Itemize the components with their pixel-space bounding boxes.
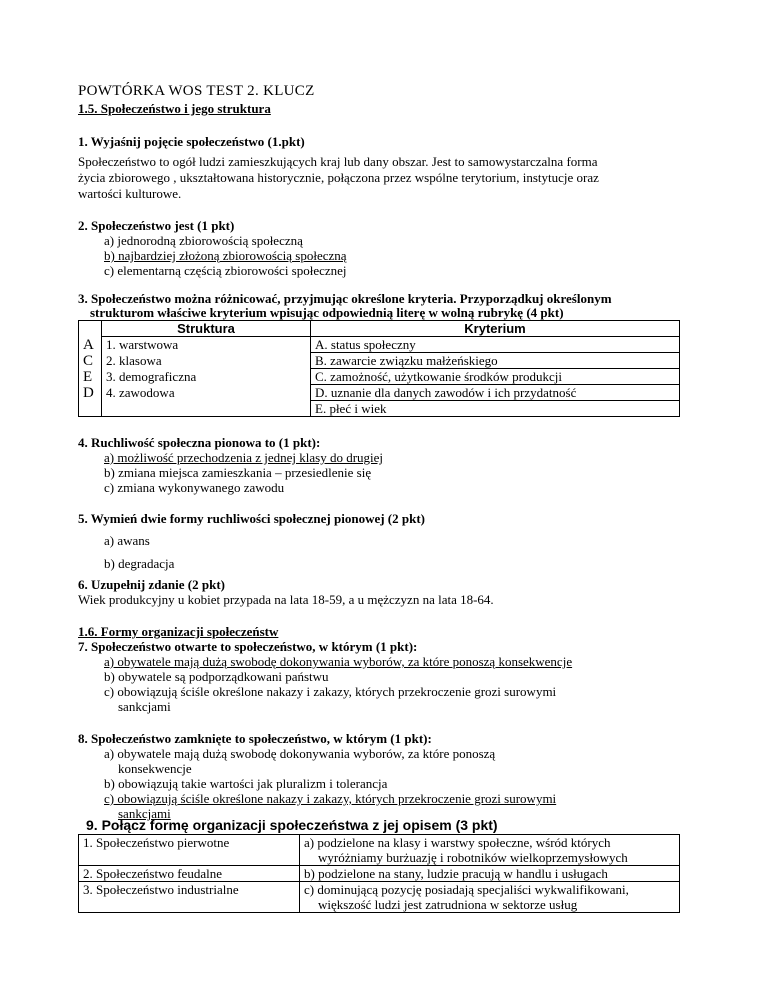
forms-table <box>78 834 680 913</box>
form-cell: 1. Społeczeństwo pierwotne <box>79 835 300 866</box>
description-c-line-1: c) dominującą pozycję posiadają specjaliści wykwalifikowani, <box>304 882 629 897</box>
description-a-line-2: wyróżniamy burżuazję i robotników wielkoprzemysłowych <box>318 850 628 865</box>
criterion-item: E. płeć i wiek <box>315 401 387 416</box>
criterion-item: C. zamożność, użytkowanie środków produkcji <box>311 369 679 385</box>
section-heading-1-6: 1.6. Formy organizacji społeczeństw <box>78 624 279 639</box>
structure-item: 2. klasowa <box>106 353 162 368</box>
question-8: 8. Społeczeństwo zamknięte to społeczeństwo, w którym (1 pkt): <box>78 731 432 746</box>
col-kryterium: Kryterium <box>311 321 680 337</box>
description-b-cell: b) podzielone na stany, ludzie pracują w handlu i usługach <box>300 866 680 882</box>
criterion-item: B. zawarcie związku małżeńskiego <box>311 353 679 369</box>
criterion-item: A. status społeczny <box>311 337 679 353</box>
structure-criteria-table <box>78 320 680 417</box>
q8-option-b: b) obowiązują takie wartości jak pluralizm i tolerancja <box>104 776 388 791</box>
q2-option-b-correct: b) najbardziej złożoną zbiorowością społeczną <box>104 248 347 263</box>
q5-answer-b: b) degradacja <box>104 556 175 571</box>
question-3-line-1: 3. Społeczeństwo można różnicować, przyjmując określone kryteria. Przyporządkuj określonym <box>78 291 612 306</box>
letter-answer: A <box>83 336 94 353</box>
col-struktura: Struktura <box>102 321 311 337</box>
structure-column <box>102 337 311 417</box>
structure-item: 3. demograficzna <box>106 369 197 384</box>
criterion-item: D. uznanie dla danych zawodów i ich przydatność <box>311 385 679 401</box>
q7-option-c-line-2: sankcjami <box>118 699 171 714</box>
q4-option-a-correct: a) możliwość przechodzenia z jednej klasy do drugiej <box>104 450 384 465</box>
letter-column <box>79 337 102 417</box>
question-2: 2. Społeczeństwo jest (1 pkt) <box>78 218 235 233</box>
answer-1-line-2: życia zbiorowego , ukształtowana historycznie, połączona przez wspólne terytorium, instytucje oraz <box>78 170 599 185</box>
letter-answer: D <box>83 384 94 401</box>
q8-option-a-line-2: konsekwencje <box>118 761 192 776</box>
q8-option-c-line-1-correct: c) obowiązują ściśle określone nakazy i zakazy, których przekroczenie grozi surowymi <box>104 791 557 806</box>
page-title: POWTÓRKA WOS TEST 2. KLUCZ <box>78 83 315 99</box>
q5-answer-a: a) awans <box>104 533 150 548</box>
description-c-line-2: większość ludzi jest zatrudniona w sektorze usług <box>318 897 578 912</box>
q7-option-a-correct: a) obywatele mają dużą swobodę dokonywania wyborów, za które ponoszą konsekwencje <box>104 654 573 669</box>
question-7: 7. Społeczeństwo otwarte to społeczeństwo, w którym (1 pkt): <box>78 639 418 654</box>
answer-1-line-1: Społeczeństwo to ogół ludzi zamieszkujących kraj lub dany obszar. Jest to samowystarczalna forma <box>78 154 598 169</box>
description-c-cell <box>300 882 680 913</box>
structure-item: 1. warstwowa <box>106 337 179 352</box>
q4-option-b: b) zmiana miejsca zamieszkania – przesiedlenie się <box>104 465 372 480</box>
q7-option-b: b) obywatele są podporządkowani państwu <box>104 669 329 684</box>
question-4: 4. Ruchliwość społeczna pionowa to (1 pkt): <box>78 435 321 450</box>
description-a-cell <box>300 835 680 866</box>
description-a-line-1: a) podzielone na klasy i warstwy społeczne, wśród których <box>304 835 611 850</box>
letter-answer: C <box>83 352 94 369</box>
structure-item: 4. zawodowa <box>106 385 175 400</box>
criteria-column <box>311 337 680 417</box>
question-3-line-2: strukturom właściwe kryterium wpisując odpowiednią literę w wolną rubrykę (4 pkt) <box>90 305 564 320</box>
q8-option-a-line-1: a) obywatele mają dużą swobodę dokonywania wyborów, za które ponoszą <box>104 746 496 761</box>
question-6: 6. Uzupełnij zdanie (2 pkt) <box>78 577 225 592</box>
letter-header-cell <box>79 321 102 337</box>
question-1: 1. Wyjaśnij pojęcie społeczeństwo (1.pkt) <box>78 134 305 149</box>
section-heading-1-5: 1.5. Społeczeństwo i jego struktura <box>78 101 271 116</box>
question-5: 5. Wymień dwie formy ruchliwości społecznej pionowej (2 pkt) <box>78 511 426 526</box>
q8-option-c-line-2-correct: sankcjami <box>118 806 171 821</box>
q4-option-c: c) zmiana wykonywanego zawodu <box>104 480 285 495</box>
answer-6: Wiek produkcyjny u kobiet przypada na lata 18-59, a u mężczyzn na lata 18-64. <box>78 592 494 607</box>
q7-option-c-line-1: c) obowiązują ściśle określone nakazy i zakazy, których przekroczenie grozi surowymi <box>104 684 557 699</box>
q2-option-c: c) elementarną częścią zbiorowości społecznej <box>104 263 347 278</box>
question-9: 9. Połącz formę organizacji społeczeństwa z jej opisem (3 pkt) <box>86 817 498 833</box>
letter-answer: E <box>83 368 93 385</box>
answer-1-line-3: wartości kulturowe. <box>78 186 182 201</box>
q2-option-a: a) jednorodną zbiorowością społeczną <box>104 233 303 248</box>
form-cell: 2. Społeczeństwo feudalne <box>79 866 300 882</box>
form-cell: 3. Społeczeństwo industrialne <box>79 882 300 913</box>
